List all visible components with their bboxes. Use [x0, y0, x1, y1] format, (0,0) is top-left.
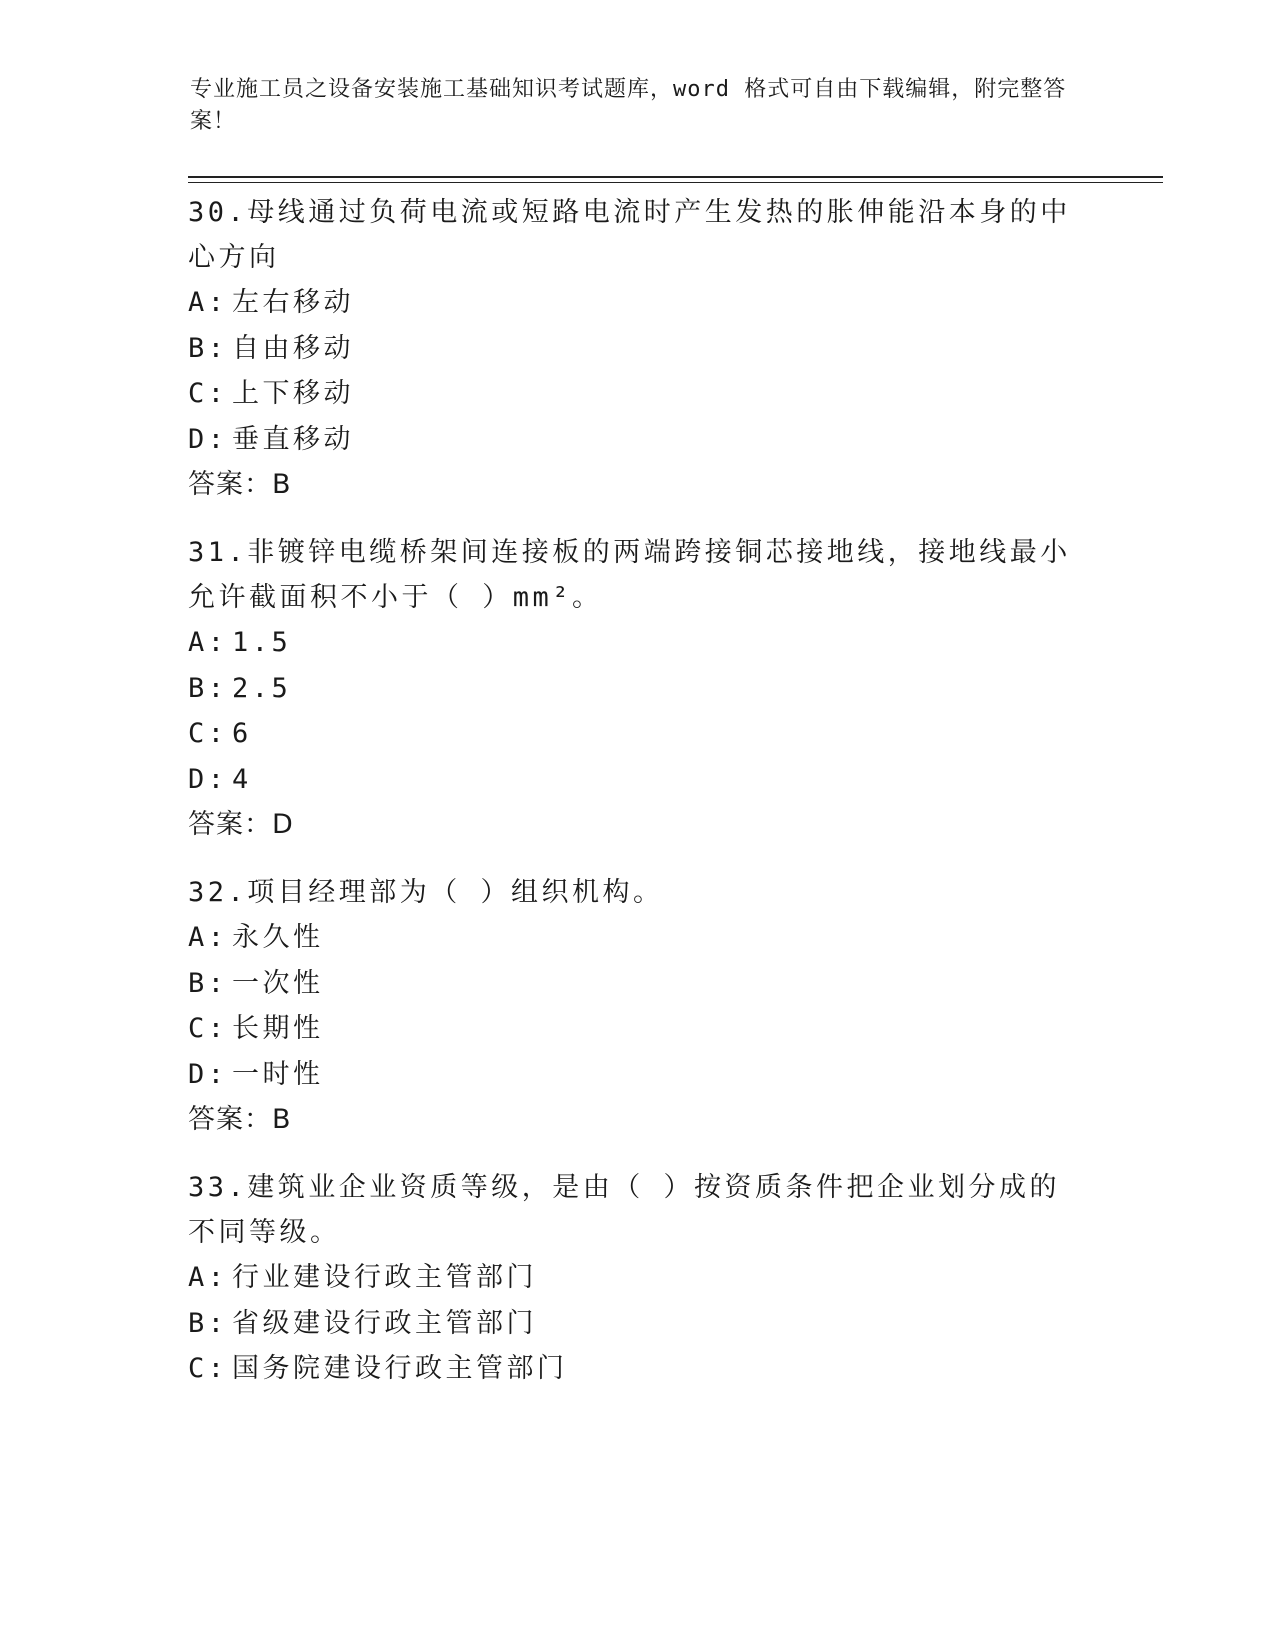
option-text: 1.5: [232, 627, 292, 658]
option-letter: D:: [188, 763, 228, 795]
option-text: 一次性: [232, 967, 324, 999]
answer-line: 答案：B: [188, 469, 292, 500]
option-c: [188, 711, 1088, 757]
option-b: [188, 961, 1088, 1007]
option-letter: A:: [188, 1262, 228, 1293]
option-b: [188, 326, 1088, 372]
option-letter: C:: [188, 378, 228, 409]
option-letter: B:: [188, 1307, 228, 1339]
option-letter: C:: [188, 1013, 228, 1044]
option-b: [188, 1301, 1088, 1347]
question-list: [188, 190, 1088, 1415]
option-text: 4: [232, 763, 252, 795]
option-letter: B:: [188, 672, 228, 704]
question-31: [188, 530, 1088, 847]
option-letter: A:: [188, 627, 228, 658]
option-text: 6: [232, 718, 252, 749]
option-letter: C:: [188, 1353, 228, 1384]
header-divider-thin: [188, 182, 1163, 183]
option-text: 左右移动: [232, 287, 354, 318]
option-letter: A:: [188, 287, 228, 318]
option-text: 永久性: [232, 922, 324, 953]
question-30: [188, 190, 1088, 507]
option-b: [188, 666, 1088, 712]
option-d: [188, 1052, 1088, 1098]
option-text: 2.5: [232, 672, 292, 704]
option-d: [188, 757, 1088, 803]
document-header: 专业施工员之设备安装施工基础知识考试题库，word 格式可自由下载编辑，附完整答案！: [190, 77, 1067, 134]
option-c: [188, 1006, 1088, 1052]
option-letter: A:: [188, 922, 228, 953]
question-text: 32.项目经理部为（ ）组织机构。: [188, 877, 664, 908]
option-letter: D:: [188, 423, 228, 455]
header-divider-thick: [188, 176, 1163, 178]
question-text: 33.建筑业企业资质等级，是由（ ）按资质条件把企业划分成的不同等级。: [188, 1172, 1061, 1248]
option-text: 行业建设行政主管部门: [232, 1262, 537, 1293]
option-text: 垂直移动: [232, 423, 354, 455]
option-a: [188, 280, 1088, 326]
option-letter: C:: [188, 718, 228, 749]
option-text: 省级建设行政主管部门: [232, 1307, 537, 1339]
option-a: [188, 915, 1088, 961]
option-a: [188, 1255, 1088, 1301]
option-letter: D:: [188, 1058, 228, 1090]
answer-line: 答案：D: [188, 809, 294, 840]
option-d: [188, 417, 1088, 463]
option-text: 自由移动: [232, 332, 354, 364]
option-text: 上下移动: [232, 378, 354, 409]
option-letter: B:: [188, 967, 228, 999]
option-a: [188, 620, 1088, 666]
option-letter: B:: [188, 332, 228, 364]
question-text: 31.非镀锌电缆桥架间连接板的两端跨接铜芯接地线，接地线最小允许截面积不小于（ ）mm²。: [188, 537, 1071, 613]
answer-line: 答案：B: [188, 1104, 292, 1135]
option-text: 一时性: [232, 1058, 324, 1090]
question-33: [188, 1165, 1088, 1392]
option-c: [188, 371, 1088, 417]
option-c: [188, 1346, 1088, 1392]
option-text: 国务院建设行政主管部门: [232, 1353, 568, 1384]
question-32: [188, 870, 1088, 1142]
question-text: 30.母线通过负荷电流或短路电流时产生发热的胀伸能沿本身的中心方向: [188, 197, 1071, 273]
option-text: 长期性: [232, 1013, 324, 1044]
